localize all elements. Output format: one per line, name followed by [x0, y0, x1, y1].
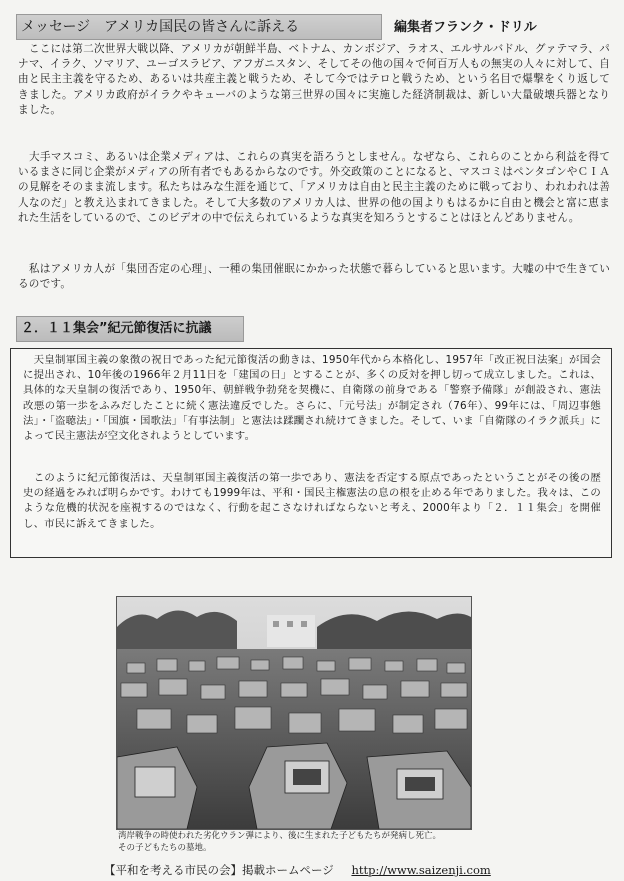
- message-header: [16, 14, 612, 40]
- photo-caption: [118, 830, 518, 854]
- cemetery-photo: [116, 596, 472, 830]
- boxed-text: [10, 348, 612, 558]
- box-paragraph: 天皇制軍国主義の象徴の祝日であった紀元節復活の動きは、1950年代から本格化し、1957年「改正祝日法案」が国会に提出され、10年後の1966年２月11日を「建国の日」とすることが、多くの反対を押し切って成立しました。これは、具体的な天皇制の復活であり、1950年、朝鮮戦争勃発を契機に、自衛隊の前身である「警察予備隊」が創設され、憲法改悪の第一歩をふみだしたことに続く憲法違反でした。さらに、「元号法」が制定され（76年）、99年には、「周辺事態法」・「盗聴法」・「国旗・国歌法」「有事法制」と憲法は蹂躙され続けてきました。そして、いま「自衛隊のイラク派兵」によって民主憲法が空文化されようとしています。: [23, 354, 601, 443]
- editor-credit: 編集者フランク・ドリル: [394, 20, 537, 35]
- paragraph: ここには第二次世界大戦以降、アメリカが朝鮮半島、ベトナム、カンボジア、ラオス、エルサルバドル、グァテマラ、パナマ、イラク、ソマリア、ユーゴスラビア、アフガニスタン、そしてその他の国々で何百万人もの無実の人々に対して、自由と民主主義を守るため、あるいは共産主義と戦うため、そして今ではテロと戦うため、という名目で爆撃をくり返してきました。アメリカ政府がイラクやキューバのような第三世界の国々に実施した経済制裁は、新しい大量破壊兵器となりました。: [18, 43, 610, 116]
- footer-text: 【平和を考える市民の会】掲載ホームページ: [104, 863, 334, 877]
- website-link[interactable]: http://www.saizenji.com: [351, 863, 491, 877]
- box-paragraph: このように紀元節復活は、天皇制軍国主義復活の第一歩であり、憲法を否定する原点であったということがその後の歴史の経過をみれば明らかです。わけても1999年は、平和・国民主権憲法の息の根を止める年でありました。我々は、このような危機的状況を座視するのではなく、行動を起こさなければならないと考え、2000年より「２．１１集会」を開催し、市民に訴えてきました。: [23, 472, 601, 530]
- message-title: メッセージ アメリカ国民の皆さんに訴える: [16, 14, 382, 40]
- cemetery-photo-image: [117, 597, 471, 829]
- caption-line: その子どもたちの墓地。: [118, 843, 212, 853]
- footer: [104, 862, 604, 878]
- section-heading: ２．１１集会”紀元節復活に抗議: [16, 316, 244, 342]
- paragraph: 大手マスコミ、あるいは企業メディアは、これらの真実を語ろうとしません。なぜなら、これらのことから利益を得ているまさに同じ企業がメディアの所有者でもあるからなのです。外交政策のことになると、マスコミはペンタゴンやＣＩＡの見解をそのまま流します。私たちはみな生涯を通じて、「アメリカは自由と民主主義のために戦っており、われわれは善人なのだ」と教え込まれてきました。そして大多数のアメリカ人は、世界の他の国よりもはるかに自由と機会と富に恵まれた生活をしているので、このビデオの中で伝えられているような真実を知ろうとすることはほとんどありません。: [18, 151, 610, 224]
- caption-line: 湾岸戦争の時使われた劣化ウラン弾により、後に生まれた子どもたちが発病し死亡。: [118, 831, 442, 841]
- paragraph: 私はアメリカ人が「集団否定の心理」、一種の集団催眠にかかった状態で暮らしていると思います。大嘘の中で生きているのです。: [18, 263, 610, 291]
